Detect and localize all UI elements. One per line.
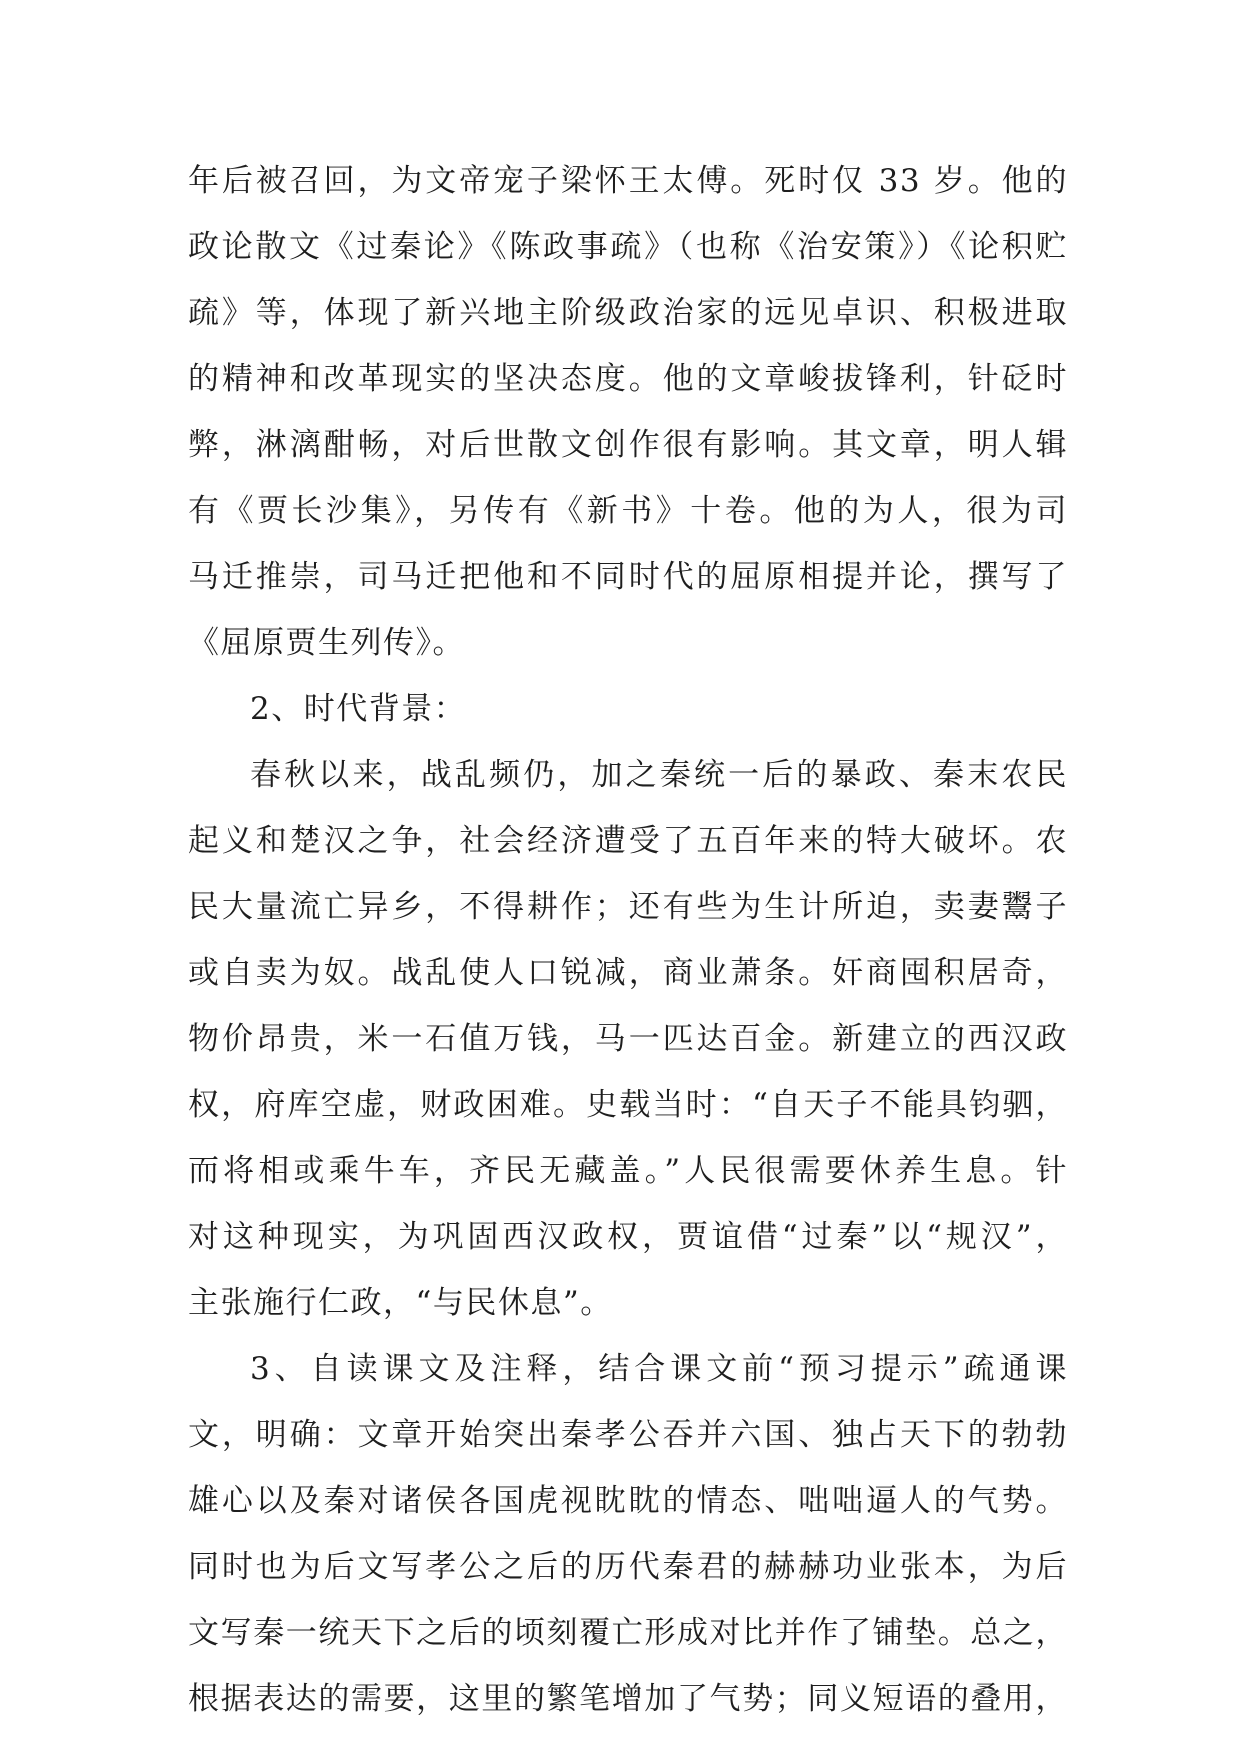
text-line: 《屈原贾生列传》。 [188,625,465,661]
text-line: 的精神和改革现实的坚决态度。他的文章峻拔锋利，针砭时 [188,361,1068,397]
text-line: 起义和楚汉之争，社会经济遭受了五百年来的特大破坏。农 [188,823,1068,859]
text-line: 政论散文《过秦论》《陈政事疏》（也称《治安策》）《论积贮 [188,229,1068,265]
text-line: 雄心以及秦对诸侯各国虎视眈眈的情态、咄咄逼人的气势。 [188,1483,1068,1519]
text-line: 3、自读课文及注释，结合课文前“预习提示”疏通课 [250,1351,1068,1387]
body-text [188,148,1068,1732]
text-line: 2、时代背景： [250,691,467,727]
text-line: 文写秦一统天下之后的顷刻覆亡形成对比并作了铺垫。总之， [188,1615,1068,1651]
text-line: 弊，淋漓酣畅，对后世散文创作很有影响。其文章，明人辑 [188,427,1068,463]
text-line: 物价昂贵，米一石值万钱，马一匹达百金。新建立的西汉政 [188,1021,1068,1057]
text-line: 春秋以来，战乱频仍，加之秦统一后的暴政、秦末农民 [250,757,1068,793]
text-line: 而将相或乘牛车，齐民无藏盖。”人民很需要休养生息。针 [188,1153,1068,1189]
text-line: 马迁推崇，司马迁把他和不同时代的屈原相提并论，撰写了 [188,559,1068,595]
text-line: 年后被召回，为文帝宠子梁怀王太傅。死时仅 33 岁。他的 [188,163,1068,199]
text-line: 疏》等，体现了新兴地主阶级政治家的远见卓识、积极进取 [188,295,1068,331]
text-line: 根据表达的需要，这里的繁笔增加了气势；同义短语的叠用， [188,1681,1068,1717]
text-line: 主张施行仁政，“与民休息”。 [188,1285,613,1321]
text-line: 权，府库空虚，财政困难。史载当时：“自天子不能具钧驷， [188,1087,1068,1123]
text-line: 或自卖为奴。战乱使人口锐减，商业萧条。奸商囤积居奇， [188,955,1068,991]
text-line: 民大量流亡异乡，不得耕作；还有些为生计所迫，卖妻鬻子 [188,889,1068,925]
text-line: 文，明确：文章开始突出秦孝公吞并六国、独占天下的勃勃 [188,1417,1068,1453]
text-line: 同时也为后文写孝公之后的历代秦君的赫赫功业张本，为后 [188,1549,1068,1585]
text-line: 有《贾长沙集》，另传有《新书》十卷。他的为人，很为司 [188,493,1068,529]
text-line: 对这种现实，为巩固西汉政权，贾谊借“过秦”以“规汉”， [188,1219,1068,1255]
